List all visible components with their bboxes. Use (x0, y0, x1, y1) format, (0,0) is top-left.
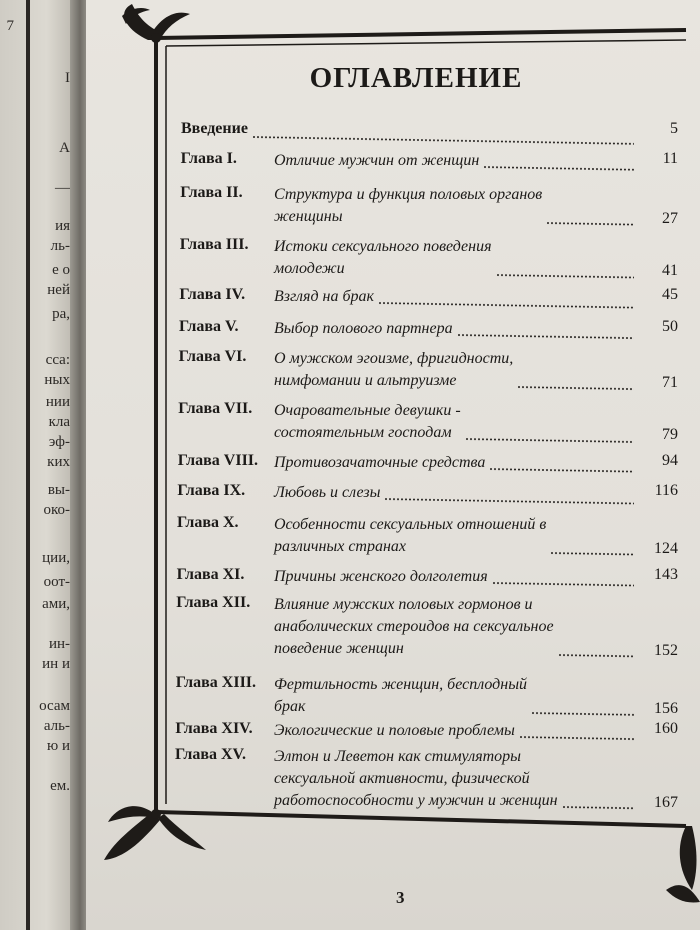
page-ref: 11 (662, 150, 678, 167)
chapter-label: Глава XII. (176, 594, 251, 611)
chapter-title-line: Особенности сексуальных отношений в (274, 516, 547, 533)
left-page-fragment: ких (47, 454, 70, 470)
left-page-fragment: кла (48, 414, 70, 430)
chapter-title-line: состоятельным господам (274, 424, 452, 441)
chapter-title (274, 566, 488, 588)
page-ref: 5 (670, 120, 678, 137)
chapter-title (274, 286, 374, 308)
left-page-fragment: ль- (50, 238, 70, 254)
left-page-fragment: эф- (48, 434, 70, 450)
left-page-fragment: вы- (47, 482, 70, 498)
chapter-label: Глава XIV. (175, 720, 253, 737)
leader-dots (489, 468, 634, 473)
left-page-fragment: — (55, 180, 70, 196)
chapter-title-line: Структура и функция половых органов (274, 186, 543, 203)
chapter-title-line: Элтон и Леветон как стимуляторы (274, 748, 522, 765)
chapter-title-line: Фертильность женщин, бесплодный (274, 676, 528, 693)
chapter-title-line: Отличие мужчин от женщин (274, 152, 480, 169)
left-page-fragment: нии (45, 394, 70, 410)
chapter-label: Введение (181, 120, 248, 137)
leader-dots (378, 302, 634, 309)
leader-dots (492, 582, 634, 587)
chapter-title-line: Любовь и слезы (274, 484, 381, 501)
chapter-title (274, 348, 513, 392)
chapter-label: Глава V. (179, 318, 239, 335)
chapter-title-line: женщины (274, 208, 343, 225)
chapter-title (274, 594, 554, 660)
page-ref: 71 (662, 374, 678, 391)
chapter-title-line: Причины женского долголетия (274, 568, 488, 585)
chapter-label: Глава XIII. (175, 674, 257, 691)
left-page-fragment: сса: (45, 352, 70, 368)
chapter-label: Глава XI. (176, 566, 245, 583)
chapter-title-line: поведение женщин (274, 640, 404, 657)
chapter-title-line: Противозачаточные средства (274, 454, 486, 471)
page-ref: 124 (654, 540, 678, 557)
left-page-fragment: ами, (42, 596, 70, 612)
page-ref: 50 (662, 318, 678, 335)
chapter-label: Глава XV. (175, 746, 247, 763)
chapter-title (274, 184, 542, 228)
leader-dots (519, 736, 634, 740)
chapter-title-line: сексуальной активности, физической (274, 770, 530, 787)
page-ref: 41 (662, 262, 678, 279)
left-page-fragment: ю и (47, 738, 70, 754)
chapter-title (274, 236, 492, 280)
chapter-title-line: Очаровательные девушки - (274, 402, 461, 419)
chapter-title-line: анаболических стероидов на сексуальное (274, 618, 554, 635)
left-page-fragment: аль- (43, 718, 70, 734)
left-page-fragment: око- (43, 502, 70, 518)
leader-dots (465, 438, 634, 443)
chapter-label: Глава I. (180, 150, 237, 167)
chapter-title-line: нимфомании и альтруизме (274, 372, 457, 389)
toc-list (86, 0, 700, 930)
left-page-fragment: ин и (42, 656, 70, 672)
chapter-title-line: Выбор полового партнера (274, 320, 453, 337)
left-page-fragment: ин- (48, 636, 70, 652)
page-ref: 167 (654, 794, 678, 811)
left-page-fragment: ия (55, 218, 70, 234)
chapter-label: Глава VII. (178, 400, 253, 417)
leader-dots (483, 166, 634, 171)
leader-dots (517, 386, 634, 390)
chapter-title-line: брак (274, 698, 306, 715)
page-ref: 45 (662, 286, 678, 303)
chapter-label: Глава VIII. (177, 452, 259, 469)
chapter-title (274, 150, 479, 172)
left-page-fragment: І (65, 70, 70, 86)
left-page-fragment: е о (52, 262, 70, 278)
leader-dots (550, 552, 634, 556)
chapter-title-line: молодежи (274, 260, 345, 277)
page-ref: 160 (654, 720, 678, 737)
leader-dots (252, 136, 634, 145)
chapter-label: Глава VI. (178, 348, 247, 365)
leader-dots (457, 334, 634, 339)
leader-dots (558, 654, 634, 657)
chapter-title (274, 400, 461, 444)
chapter-title-line: работоспособности у мужчин и женщин (274, 792, 558, 809)
chapter-label: Глава III. (179, 236, 249, 253)
page-ref: 27 (662, 210, 678, 227)
chapter-title-line: Взгляд на брак (274, 288, 375, 305)
chapter-label: Глава IX. (177, 482, 246, 499)
leader-dots (562, 806, 634, 809)
left-page-fragment: ра, (52, 306, 70, 322)
left-page-fragment: ем. (50, 778, 70, 794)
chapter-label: Глава IV. (179, 286, 246, 303)
left-page (0, 0, 78, 930)
chapter-title (274, 318, 453, 340)
left-page-fragment: ней (47, 282, 70, 298)
page-ref: 143 (654, 566, 678, 583)
page-number: 3 (396, 888, 405, 907)
left-page-fragment: 7 (6, 18, 14, 34)
left-page-fragment: оот- (43, 574, 70, 590)
left-page-fragment: ных (44, 372, 70, 388)
page-ref: 116 (654, 482, 678, 499)
chapter-title-line: Экологические и половые проблемы (274, 722, 515, 739)
leader-dots (546, 222, 634, 226)
chapter-title (274, 746, 558, 812)
leader-dots (384, 498, 634, 504)
left-page-fragment: осам (39, 698, 70, 714)
chapter-title-line: Влияние мужских половых гормонов и (274, 596, 533, 613)
toc-page (86, 0, 700, 930)
toc-heading: ОГЛАВЛЕНИЕ (309, 62, 523, 94)
chapter-title (274, 452, 485, 474)
left-page-fragment: А (59, 140, 70, 156)
page-ref: 156 (654, 700, 678, 717)
chapter-title-line: О мужском эгоизме, фригидности, (274, 350, 514, 367)
chapter-title-line: Истоки сексуального поведения (274, 238, 492, 255)
left-page-fragment: ции, (42, 550, 70, 566)
page-ref: 152 (654, 642, 678, 659)
chapter-title-line: различных странах (274, 538, 407, 555)
chapter-label: Глава II. (180, 184, 243, 201)
chapter-label: Глава X. (177, 514, 239, 531)
page-ref: 79 (662, 426, 678, 443)
chapter-title (274, 674, 527, 718)
page-ref: 94 (662, 452, 678, 469)
chapter-title (274, 482, 380, 504)
leader-dots (495, 274, 633, 278)
chapter-title (274, 720, 515, 742)
leader-dots (531, 712, 634, 716)
chapter-title (274, 514, 546, 558)
